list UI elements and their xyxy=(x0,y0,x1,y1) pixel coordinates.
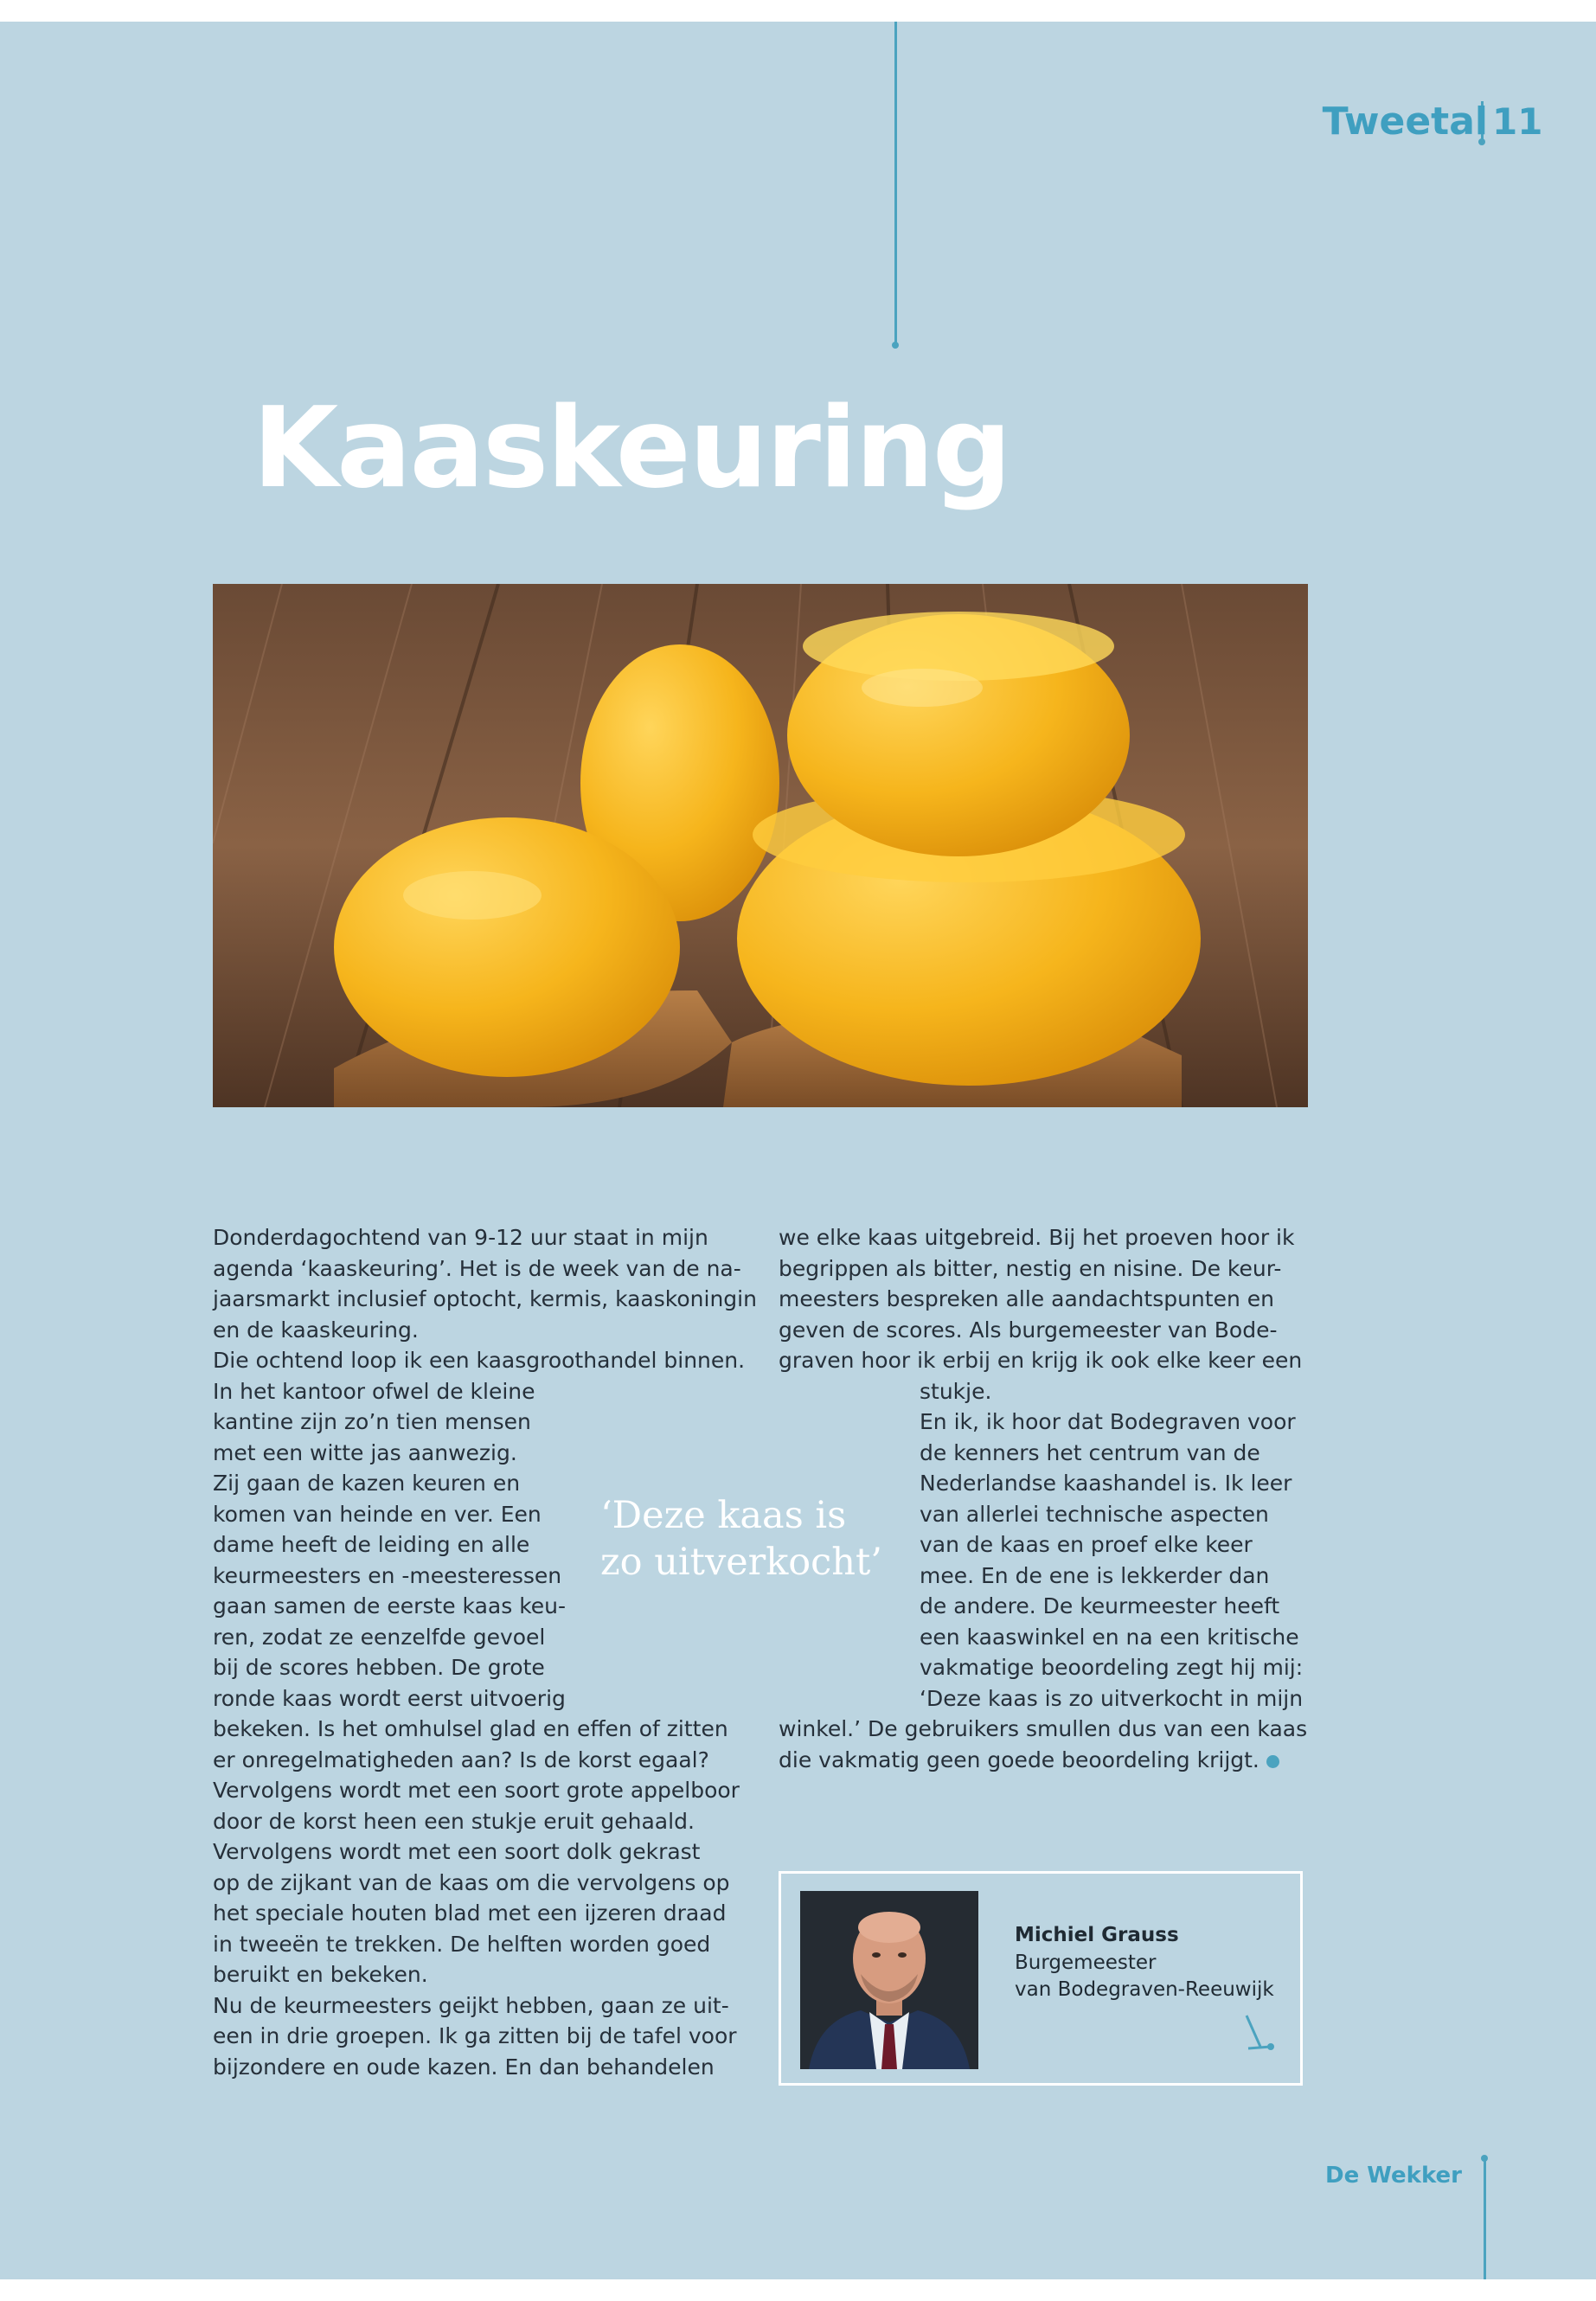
paragraph-line: een in drie groepen. Ik ga zitten bij de tafel voor xyxy=(213,2023,737,2048)
magazine-name: De Wekker xyxy=(1325,2163,1462,2189)
paragraph-line: gaan samen de eerste kaas keu- xyxy=(213,1593,567,1618)
paragraph-line: met een witte jas aanwezig. xyxy=(213,1439,517,1465)
paragraph-line: meesters bespreken alle aandachtspunten en xyxy=(779,1286,1274,1311)
paragraph-line: vakmatige beoordeling zegt hij mij: xyxy=(920,1655,1304,1680)
author-portrait xyxy=(800,1891,978,2069)
article-column-2 xyxy=(779,1222,1315,1775)
paragraph-line: Vervolgens wordt met een soort dolk gekrast xyxy=(213,1839,701,1864)
article-title: Kaaskeuring xyxy=(253,384,1010,513)
paragraph-line: begrippen als bitter, nestig en nisine. De keur- xyxy=(779,1255,1282,1281)
paragraph-line: Zij gaan de kazen keuren en xyxy=(213,1471,521,1496)
top-accent-dot xyxy=(892,342,899,349)
paragraph-line: geven de scores. Als burgemeester van Bode- xyxy=(779,1317,1278,1343)
paragraph-line: van allerlei technische aspecten xyxy=(920,1501,1269,1527)
paragraph-line: bekeken. Is het omhulsel glad en effen of zitten xyxy=(213,1716,728,1741)
paragraph-line: de andere. De keurmeester heeft xyxy=(920,1593,1280,1618)
paragraph-line: bijzondere en oude kazen. En dan behandelen xyxy=(213,2054,715,2080)
paragraph-line: beruikt en bekeken. xyxy=(213,1962,428,1987)
magazine-page xyxy=(0,22,1596,2279)
pull-quote-line: zo uitverkocht’ xyxy=(600,1541,882,1584)
decorative-line-icon xyxy=(1243,2012,1278,2064)
footer-accent-line xyxy=(1484,2158,1486,2279)
paragraph-line: agenda ‘kaaskeuring’. Het is de week van de na- xyxy=(213,1255,741,1281)
portrait-illustration xyxy=(800,1891,978,2069)
page-number: 11 xyxy=(1492,100,1543,143)
article-column-1 xyxy=(213,1222,757,2082)
paragraph-line: de kenners het centrum van de xyxy=(920,1439,1260,1465)
footer-accent-dot xyxy=(1481,2155,1488,2162)
paragraph-line: een kaaswinkel en na een kritische xyxy=(920,1624,1299,1650)
cheese-photo-illustration xyxy=(213,584,1308,1107)
paragraph-line: komen van heinde en ver. Een xyxy=(213,1501,542,1527)
author-role: Burgemeester xyxy=(1015,1952,1157,1974)
paragraph-line: Donderdagochtend van 9-12 uur staat in mijn xyxy=(213,1225,708,1250)
pull-quote-line: ‘Deze kaas is xyxy=(600,1494,847,1537)
cheese-wheels-photo xyxy=(213,584,1308,1107)
paragraph-line: op de zijkant van de kaas om die vervolgens op xyxy=(213,1869,730,1895)
paragraph-line: kantine zijn zo’n tien mensen xyxy=(213,1409,531,1434)
paragraph-line: ronde kaas wordt eerst uitvoerig xyxy=(213,1685,566,1711)
paragraph-line: dame heeft de leiding en alle xyxy=(213,1532,530,1557)
paragraph-line: jaarsmarkt inclusief optocht, kermis, kaaskoningin xyxy=(213,1286,757,1311)
paragraph-line-text: die vakmatig geen goede beoordeling krijgt. xyxy=(779,1747,1259,1772)
paragraph-line: bij de scores hebben. De grote xyxy=(213,1655,545,1680)
paragraph-line-last xyxy=(779,1745,1315,1776)
paragraph-line: Die ochtend loop ik een kaasgroothandel binnen. xyxy=(213,1348,746,1373)
paragraph-line: Vervolgens wordt met een soort grote appelboor xyxy=(213,1778,740,1803)
paragraph-line: van de kaas en proef elke keer xyxy=(920,1532,1253,1557)
paragraph-line: door de korst heen een stukje eruit gehaald. xyxy=(213,1808,695,1834)
paragraph-line: keurmeesters en -meesteressen xyxy=(213,1562,562,1588)
paragraph-line: ‘Deze kaas is zo uitverkocht in mijn xyxy=(920,1685,1304,1711)
paragraph-line: Nederlandse kaashandel is. Ik leer xyxy=(920,1471,1292,1496)
paragraph-line: en de kaaskeuring. xyxy=(213,1317,419,1343)
paragraph-line: er onregelmatigheden aan? Is de korst egaal? xyxy=(213,1747,709,1772)
end-of-article-dot-icon xyxy=(1266,1755,1279,1768)
author-city: van Bodegraven-Reeuwijk xyxy=(1015,1978,1274,2001)
paragraph-line: mee. En de ene is lekkerder dan xyxy=(920,1562,1270,1588)
paragraph-line: graven hoor ik erbij en krijg ik ook elke keer een xyxy=(779,1348,1303,1373)
paragraph-line: stukje. xyxy=(920,1378,992,1404)
paragraph-line: En ik, ik hoor dat Bodegraven voor xyxy=(920,1409,1296,1434)
paragraph-line: we elke kaas uitgebreid. Bij het proeven hoor ik xyxy=(779,1225,1295,1250)
author-box xyxy=(779,1871,1303,2086)
paragraph-line: ren, zodat ze eenzelfde gevoel xyxy=(213,1624,546,1650)
paragraph-line: In het kantoor ofwel de kleine xyxy=(213,1378,535,1404)
paragraph-line: Nu de keurmeesters geijkt hebben, gaan ze uit- xyxy=(213,1992,729,2018)
section-label: Tweetal xyxy=(1322,99,1488,144)
paragraph-line: in tweeën te trekken. De helften worden goed xyxy=(213,1931,711,1957)
author-name: Michiel Grauss xyxy=(1015,1924,1179,1946)
paragraph-line: het speciale houten blad met een ijzeren draad xyxy=(213,1900,727,1926)
paragraph-line: winkel.’ De gebruikers smullen dus van een kaas xyxy=(779,1716,1308,1741)
top-accent-line xyxy=(894,22,897,346)
